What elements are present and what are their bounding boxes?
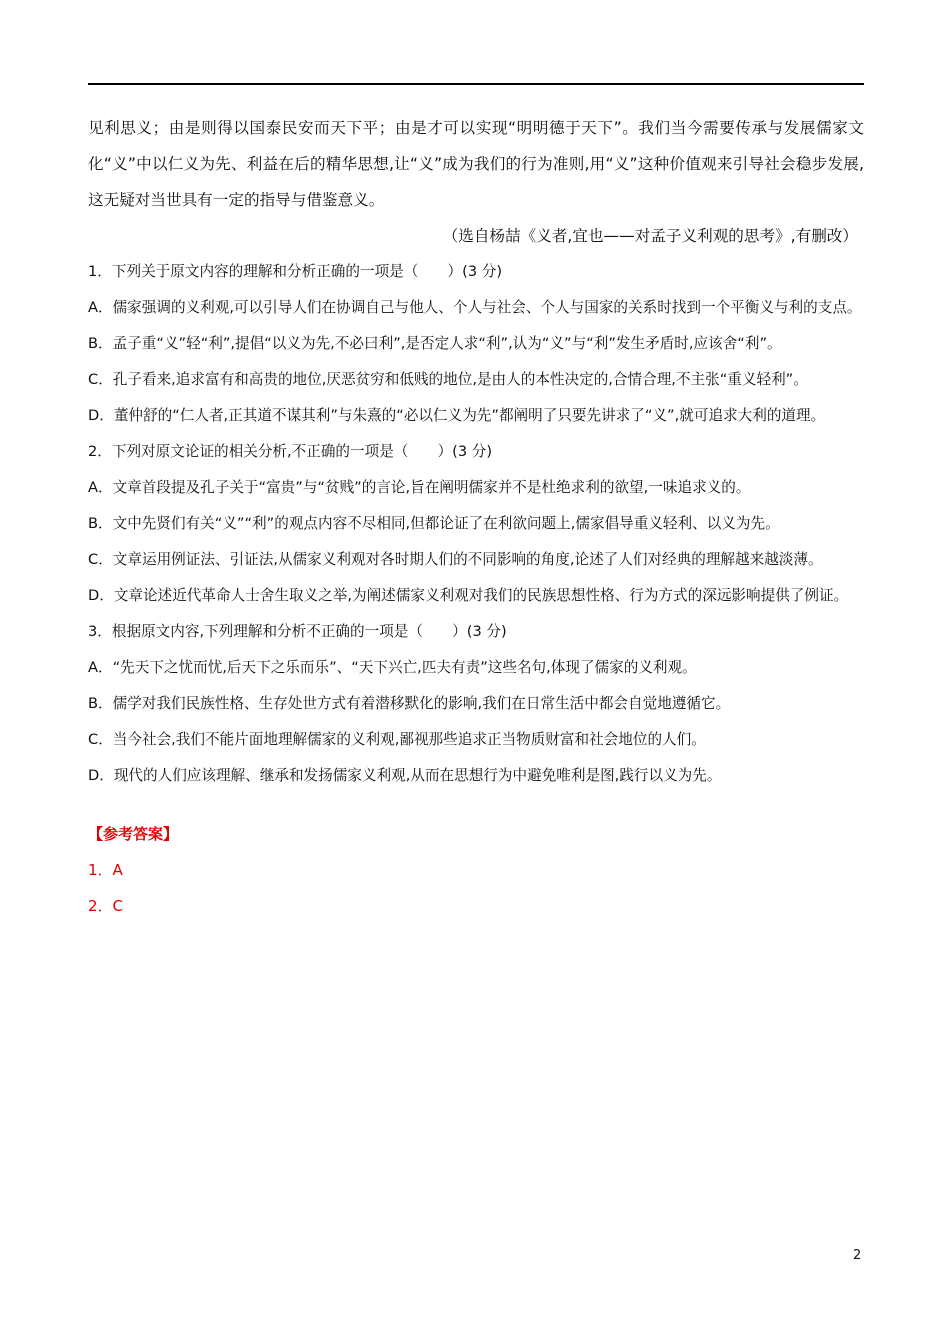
answer-heading: 【参考答案】 [88,825,179,843]
option-a: A．文章首段提及孔子关于“富贵”与“贫贱”的言论,旨在阐明儒家并不是杜绝求利的欲望,一味追求义的。 [88,479,751,496]
article-source: （选自杨喆《义者,宜也——对孟子义利观的思考》,有删改） [442,227,858,245]
question-3 [88,614,864,794]
option-c: C．文章运用例证法、引证法,从儒家义利观对各时期人们的不同影响的角度,论述了人们对经典的理解越来越淡薄。 [88,551,823,568]
answer-item: 2．C [88,897,124,915]
option-c: C．当今社会,我们不能片面地理解儒家的义利观,鄙视那些追求正当物质财富和社会地位的人们。 [88,731,706,748]
option-a: A．儒家强调的义利观,可以引导人们在协调自己与他人、个人与社会、个人与国家的关系时找到一个平衡义与利的支点。 [88,299,862,316]
option-d: D．董仲舒的“仁人者,正其道不谋其利”与朱熹的“必以仁义为先”都阐明了只要先讲求了“义”,就可追求大利的道理。 [88,407,826,424]
question-stem: 2．下列对原文论证的相关分析,不正确的一项是（ ）(3 分) [88,443,493,460]
option-a: A．“先天下之忧而忧,后天下之乐而乐”、“天下兴亡,匹夫有责”这些名句,体现了儒家的义利观。 [88,659,697,676]
option-d: D．文章论述近代革命人士舍生取义之举,为阐述儒家义利观对我们的民族思想性格、行为方式的深远影响提供了例证。 [88,587,849,604]
header-rule [88,83,864,85]
question-1 [88,254,864,434]
question-stem: 3．根据原文内容,下列理解和分析不正确的一项是（ ）(3 分) [88,623,507,640]
option-b: B．文中先贤们有关“义”“利”的观点内容不尽相同,但都论证了在利欲问题上,儒家倡导重义轻利、以义为先。 [88,515,780,532]
answer-item: 1．A [88,861,123,879]
question-stem: 1．下列关于原文内容的理解和分析正确的一项是（ ）(3 分) [88,263,503,280]
article-paragraph: 见利思义；由是则得以国泰民安而天下平；由是才可以实现“明明德于天下”。我们当今需要传承与发展儒家文化“义”中以仁义为先、利益在后的精华思想,让“义”成为我们的行为准则,用“义”这种价值观来引导社会稳步发展,这无疑对当世具有一定的指导与借鉴意义。 [88,119,864,209]
document-body [88,110,864,924]
option-c: C．孔子看来,追求富有和高贵的地位,厌恶贫穷和低贱的地位,是由人的本性决定的,合情合理,不主张“重义轻利”。 [88,371,808,388]
option-b: B．儒学对我们民族性格、生存处世方式有着潜移默化的影响,我们在日常生活中都会自觉地遵循它。 [88,695,731,712]
option-b: B．孟子重“义”轻“利”,提倡“以义为先,不必曰利”,是否定人求“利”,认为“义”与“利”发生矛盾时,应该舍“利”。 [88,335,782,352]
page-number: 2 [853,1248,862,1263]
option-d: D．现代的人们应该理解、继承和发扬儒家义利观,从而在思想行为中避免唯利是图,践行以义为先。 [88,767,722,784]
question-2 [88,434,864,614]
